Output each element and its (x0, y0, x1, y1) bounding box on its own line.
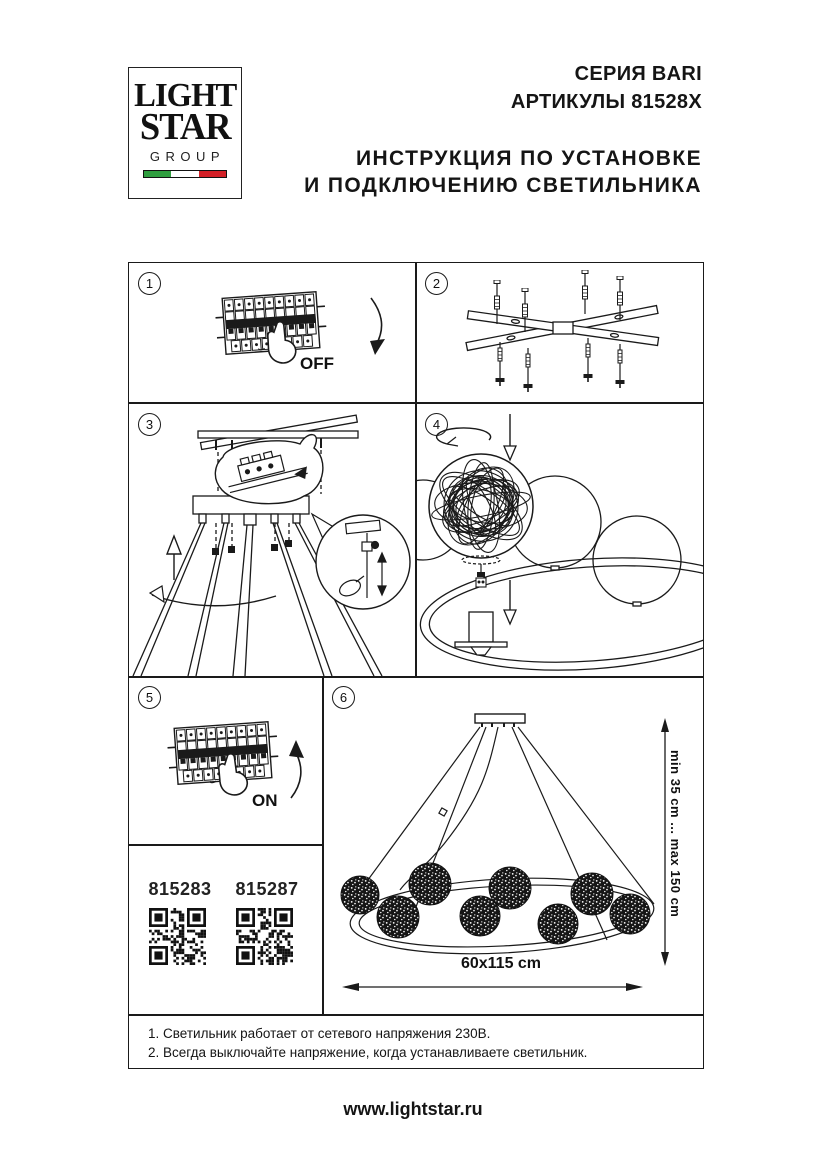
step-number: 2 (432, 276, 441, 291)
qr-code-815283 (149, 908, 206, 965)
flag-green (144, 171, 171, 177)
step-number: 6 (339, 690, 348, 705)
step5-breaker-on-drawing (128, 676, 322, 844)
logo-text-star: STAR (139, 105, 231, 148)
series-title: СЕРИЯ BARI (574, 63, 702, 85)
note-1: 1. Светильник работает от сетевого напряжения 230В. (148, 1026, 491, 1041)
doc-title-line1: ИНСТРУКЦИЯ ПО УСТАНОВКЕ (355, 147, 702, 170)
height-range-label: min 35 cm ... max 150 cm (668, 750, 683, 918)
website-url: www.lightstar.ru (343, 1099, 483, 1119)
step2-bracket-drawing (415, 262, 704, 402)
grid-divider (128, 1014, 704, 1016)
qr-code-815287 (236, 908, 293, 965)
article-code: 815287 (235, 879, 299, 899)
articles-title: АРТИКУЛЫ 81528X (510, 91, 702, 113)
note-2: 2. Всегда выключайте напряжение, когда устанавливаете светильник. (148, 1045, 588, 1060)
flag-white (171, 171, 198, 177)
logo-text-light: LIGHT (133, 77, 237, 114)
switch-on-label: ON (252, 791, 278, 810)
size-label: 60x115 cm (460, 955, 542, 972)
article-code: 815283 (148, 879, 212, 899)
doc-title-line2: И ПОДКЛЮЧЕНИЮ СВЕТИЛЬНИКА (304, 174, 702, 197)
step3-canopy-drawing (128, 402, 415, 676)
switch-off-label: OFF (300, 354, 334, 373)
step4-shade-drawing (415, 402, 704, 676)
step1-breaker-off-drawing (128, 262, 415, 402)
lightstar-logo (128, 67, 242, 199)
step-number: 4 (432, 417, 441, 432)
grid-divider (128, 844, 322, 846)
flag-red (199, 171, 226, 177)
step-number: 5 (145, 690, 154, 705)
step-number: 1 (145, 276, 154, 291)
logo-text-group: GROUP (149, 149, 226, 165)
italian-flag-stripe (143, 170, 227, 178)
step-number: 3 (145, 417, 154, 432)
